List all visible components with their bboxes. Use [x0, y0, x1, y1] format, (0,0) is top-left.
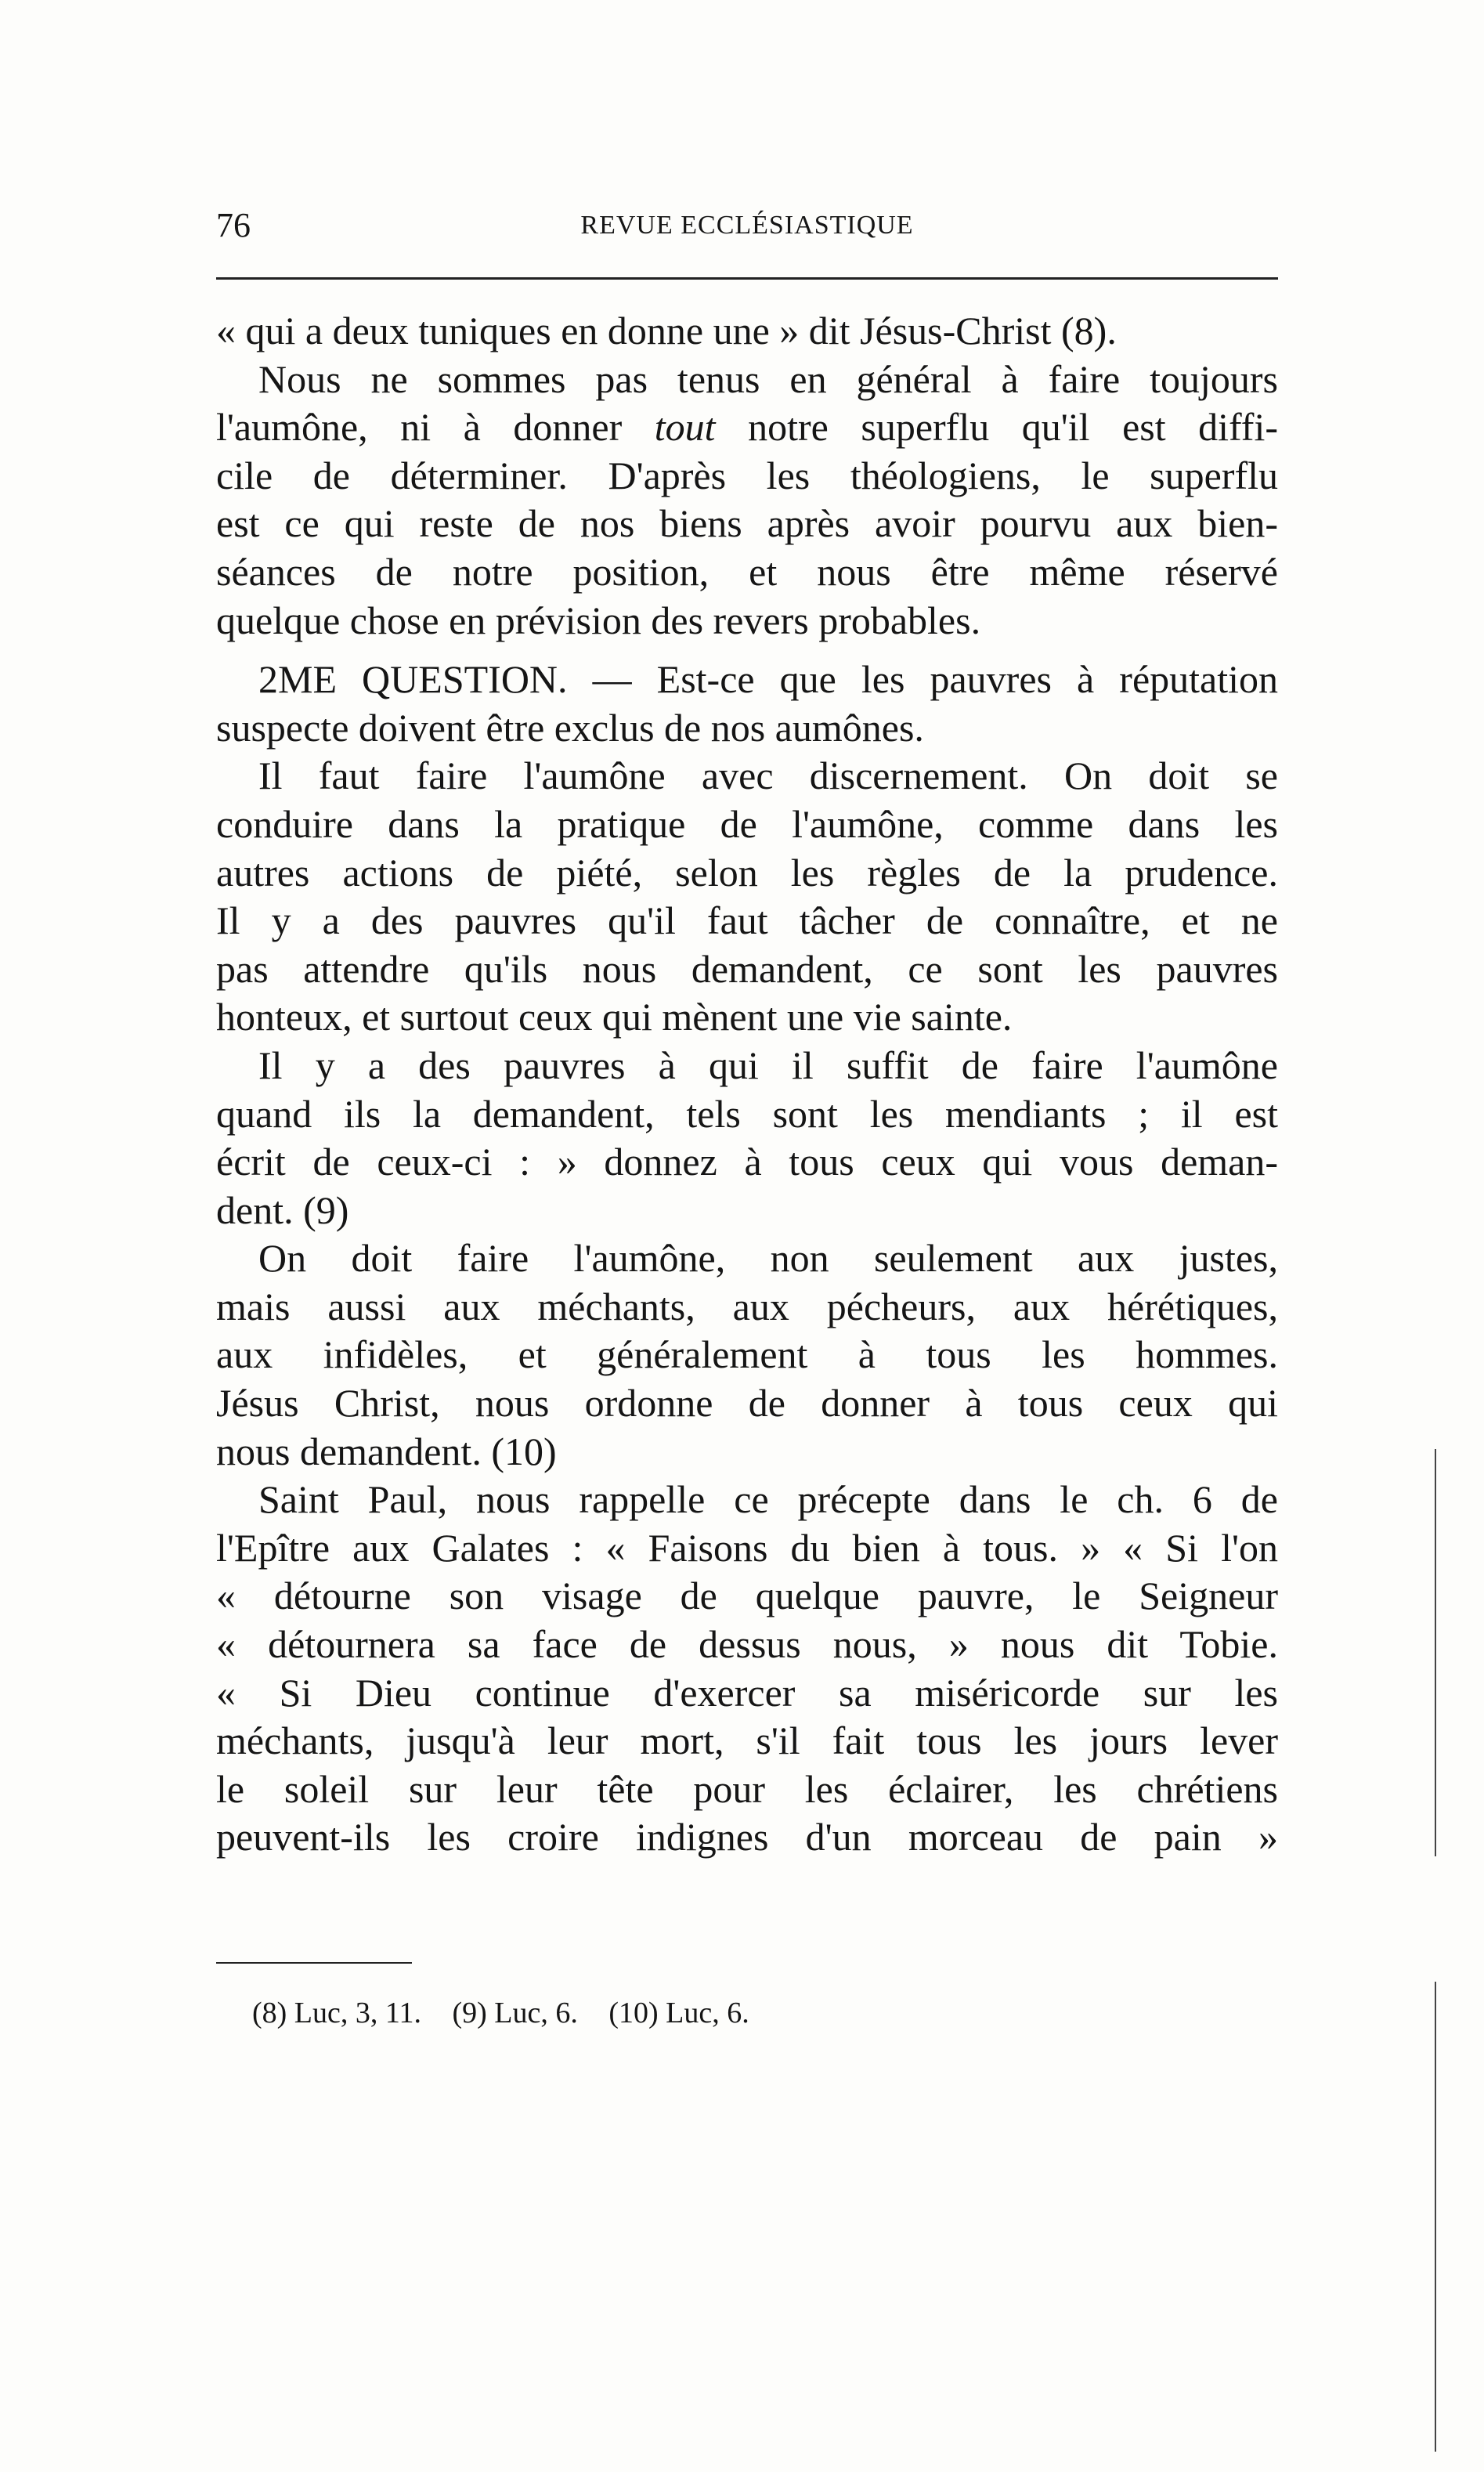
- text-line: l'Epître aux Galates : « Faisons du bien à tous. » « Si l'on: [216, 1525, 1278, 1570]
- text-line: conduire dans la pratique de l'aumône, comme dans les: [216, 801, 1278, 846]
- footnote: (8) Luc, 3, 11.: [252, 1997, 421, 2029]
- text-line: écrit de ceux-ci : » donnez à tous ceux qui vous deman-: [216, 1140, 1278, 1184]
- text-line: quand ils la demandent, tels sont les mendiants ; il est: [216, 1091, 1278, 1136]
- text-line: mais aussi aux méchants, aux pécheurs, aux hérétiques,: [216, 1284, 1278, 1328]
- header-rule: [216, 277, 1278, 280]
- running-head: REVUE ECCLÉSIASTIQUE: [580, 211, 914, 240]
- text-line: Saint Paul, nous rappelle ce précepte dans le ch. 6 de: [258, 1477, 1278, 1522]
- text-line: pas attendre qu'ils nous demandent, ce sont les pauvres: [216, 946, 1278, 991]
- text-line: dent. (9): [216, 1187, 349, 1232]
- text-line: « détournera sa face de dessus nous, » nous dit Tobie.: [216, 1622, 1278, 1667]
- emphasis: tout: [654, 405, 716, 450]
- text-line: Il faut faire l'aumône avec discernement. On doit se: [258, 754, 1278, 798]
- text-line: On doit faire l'aumône, non seulement aux justes,: [258, 1236, 1278, 1281]
- margin-mark: [1435, 1449, 1436, 1856]
- text-line: quelque chose en prévision des revers probables.: [216, 598, 981, 642]
- text-line: « Si Dieu continue d'exercer sa miséricorde sur les: [216, 1670, 1278, 1715]
- footnote: (10) Luc, 6.: [608, 1997, 749, 2029]
- footnotes: [252, 1993, 773, 2033]
- text-line: honteux, et surtout ceux qui mènent une vie sainte.: [216, 995, 1013, 1039]
- body-text: [216, 307, 1278, 1862]
- question-label: 2ME QUESTION.: [258, 657, 568, 702]
- question-text: — Est-ce que les pauvres à réputation: [567, 657, 1278, 702]
- text-line: [216, 656, 1278, 704]
- text-line: séances de notre position, et nous être même réservé: [216, 549, 1278, 594]
- text-line: peuvent-ils les croire indignes d'un morceau de pain »: [216, 1815, 1278, 1859]
- text-line: « qui a deux tuniques en donne une » dit Jésus-Christ (8).: [216, 309, 1117, 352]
- text-line: méchants, jusqu'à leur mort, s'il fait tous les jours lever: [216, 1718, 1278, 1763]
- text-line: suspecte doivent être exclus de nos aumônes.: [216, 705, 924, 750]
- text-line: « détourne son visage de quelque pauvre, le Seigneur: [216, 1574, 1278, 1618]
- text-line: l'aumône, ni à donner tout notre superflu qu'il est diffi-: [216, 405, 1278, 450]
- page-number: 76: [216, 206, 251, 244]
- text-line: Il y a des pauvres qu'il faut tâcher de connaître, et ne: [216, 898, 1278, 943]
- text-line: Il y a des pauvres à qui il suffit de faire l'aumône: [258, 1043, 1278, 1087]
- text-line: aux infidèles, et généralement à tous les hommes.: [216, 1332, 1278, 1377]
- footnote: (9) Luc, 6.: [452, 1997, 578, 2029]
- text-line: est ce qui reste de nos biens après avoir pourvu aux bien-: [216, 501, 1278, 546]
- text-line: le soleil sur leur tête pour les éclairer, les chrétiens: [216, 1766, 1278, 1811]
- margin-mark: [1435, 1982, 1436, 2452]
- text-line: autres actions de piété, selon les règles de la prudence.: [216, 850, 1278, 894]
- text-line: Jésus Christ, nous ordonne de donner à tous ceux qui: [216, 1381, 1278, 1426]
- text-line: Nous ne sommes pas tenus en général à faire toujours: [258, 356, 1278, 401]
- page-header: [216, 202, 1278, 249]
- text-line: cile de déterminer. D'après les théologiens, le superflu: [216, 453, 1278, 497]
- footnote-rule: [216, 1962, 412, 1964]
- text-line: nous demandent. (10): [216, 1429, 557, 1473]
